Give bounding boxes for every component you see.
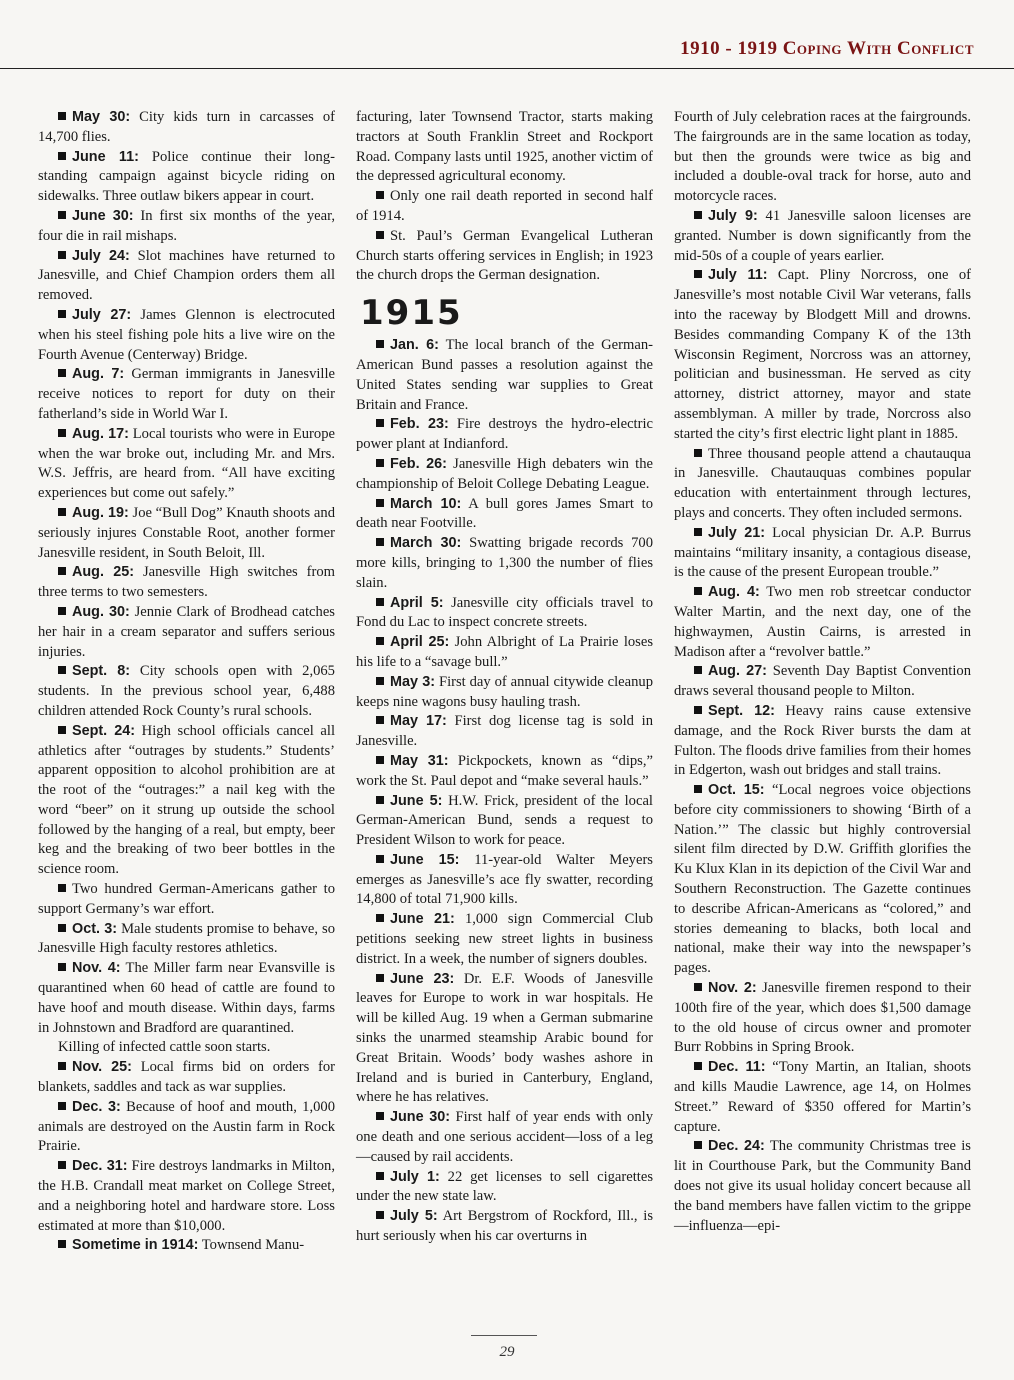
entry-date: June 5:: [390, 792, 443, 809]
square-bullet-icon: [694, 666, 702, 674]
entry-text: Local physician Dr. A.P. Burrus maintains “military insanity, a contagious disease, is the cause of the present European trouble.”: [674, 524, 972, 581]
timeline-entry: [674, 781, 971, 979]
entry-date: Dec. 3:: [72, 1098, 121, 1115]
entry-text: Fire destroys landmarks in Milton, the H.B. Crandall meat market on College Street, and a neighboring hotel and hardware store. Loss estimated at more than $10,000.: [38, 1158, 335, 1234]
timeline-entry: [674, 1137, 971, 1236]
timeline-entry: [674, 445, 971, 524]
timeline-entry: [38, 108, 335, 148]
square-bullet-icon: [694, 1141, 702, 1149]
entry-text: Janesville High debaters win the championship of Beloit College Debating League.: [356, 455, 653, 492]
square-bullet-icon: [376, 756, 384, 764]
entry-text: City kids turn in carcasses of 14,700 flies.: [38, 109, 335, 145]
square-bullet-icon: [58, 924, 66, 932]
square-bullet-icon: [58, 429, 66, 437]
square-bullet-icon: [376, 340, 384, 348]
square-bullet-icon: [376, 914, 384, 922]
square-bullet-icon: [376, 1211, 384, 1219]
running-header-title: 1910 - 1919 Coping With Conflict: [680, 38, 974, 59]
timeline-entry: [356, 851, 653, 910]
entry-text: 1,000 sign Commercial Club petitions seeking new street lights in business district. In a week, the number of signers doubles.: [356, 911, 653, 967]
entry-text: Only one rail death reported in second half of 1914.: [356, 188, 653, 224]
timeline-entry: [356, 495, 653, 535]
timeline-entry: [38, 365, 335, 424]
timeline-entry: [38, 1038, 335, 1058]
entry-date: May 3:: [390, 673, 436, 690]
entry-text: Swatting brigade records 700 more kills, bringing to 1,300 the number of flies slain.: [356, 535, 653, 591]
square-bullet-icon: [376, 1172, 384, 1180]
entry-date: July 21:: [708, 524, 766, 541]
square-bullet-icon: [694, 528, 702, 536]
entry-date: July 11:: [708, 267, 768, 284]
square-bullet-icon: [694, 1062, 702, 1070]
page-number: 29: [499, 1344, 515, 1360]
entry-text: Heavy rains cause extensive damage, and the Rock River bursts the dam at Fulton. The floods drive families from their homes in Edgerton, wash out bridges and stall trains.: [674, 702, 972, 779]
entry-text: Janesville High switches from three terms to two semesters.: [38, 564, 335, 601]
entry-text: The local branch of the German-American Bund passes a resolution against the United States sending war supplies to Great Britain and France.: [356, 337, 653, 413]
square-bullet-icon: [58, 112, 66, 120]
entry-text: “Local negroes voice objections before city commissioners to showing ‘Birth of a Nation.’” The classic but highly controversial silent film directed by D.W. Griffith glorifies the Ku Klux Klan in its depiction of the Civil War and Southern Reconstruction. The Gazette continues to describe African-Americans as “colored,” and stories demeaning to blacks, both local and national, make their way into the newspaper’s pages.: [674, 782, 971, 977]
entry-date: May 17:: [390, 713, 447, 730]
footer-divider: [471, 1335, 537, 1336]
timeline-entry: [356, 712, 653, 752]
entry-text: 22 get licenses to sell cigarettes under the new state law.: [356, 1168, 654, 1205]
entry-text: High school officials cancel all athletics after “outrages by students.” Students’ apparent opposition to alcohol prohibition are at the root of the “outrages:” a nail keg with the word “beer” on it strung up outside the school followed by the hanging of a real, but empty, beer keg and the breaking of two beer bottles in the science room.: [38, 722, 335, 878]
entry-text: In first six months of the year, four die in rail mishaps.: [38, 207, 335, 244]
entry-date: Aug. 17:: [72, 425, 129, 442]
timeline-entry: [674, 702, 971, 781]
entry-date: Dec. 24:: [708, 1138, 765, 1155]
entry-text: Male students promise to behave, so Janesville High faculty restores athletics.: [38, 920, 335, 957]
entry-text: German immigrants in Janesville receive notices to report for duty on their fatherland’s side in World War I.: [38, 366, 336, 422]
square-bullet-icon: [58, 567, 66, 575]
entry-text: First dog license tag is sold in Janesville.: [356, 713, 653, 750]
square-bullet-icon: [376, 538, 384, 546]
timeline-entry: [356, 792, 653, 851]
entry-text: Joe “Bull Dog” Knauth shoots and seriously injures Constable Root, another former Janesville resident, in South Beloit, Ill.: [38, 504, 335, 561]
square-bullet-icon: [376, 637, 384, 645]
square-bullet-icon: [694, 211, 702, 219]
entry-text: Pickpockets, known as “dips,” work the St. Paul depot and “make several hauls.”: [356, 752, 653, 789]
square-bullet-icon: [58, 251, 66, 259]
timeline-entry: [674, 524, 971, 583]
square-bullet-icon: [58, 1102, 66, 1110]
timeline-entry: [38, 306, 335, 365]
entry-text: Killing of infected cattle soon starts.: [58, 1039, 271, 1056]
square-bullet-icon: [376, 499, 384, 507]
entry-text: First half of year ends with only one death and one serious accident—loss of a leg—caused by rail accidents.: [356, 1109, 653, 1165]
entry-date: June 15:: [390, 851, 460, 868]
entry-date: June 11:: [72, 148, 139, 165]
square-bullet-icon: [58, 884, 66, 892]
entry-date: Aug. 7:: [72, 366, 125, 383]
entry-text: Art Bergstrom of Rockford, Ill., is hurt seriously when his car overturns in: [356, 1208, 654, 1245]
entry-text: Fourth of July celebration races at the fairgrounds. The fairgrounds are in the same location as today, but then the grounds were twice as big and included a double-oval track for horse, auto and motorcycle races.: [674, 109, 971, 205]
timeline-entry: [356, 336, 653, 415]
entry-date: March 30:: [390, 535, 462, 552]
square-bullet-icon: [694, 983, 702, 991]
timeline-entry: [38, 563, 335, 603]
square-bullet-icon: [58, 152, 66, 160]
column-2-continued-entries: [356, 108, 653, 286]
timeline-entry: [356, 534, 653, 593]
timeline-entry: [356, 910, 653, 969]
entry-date: Feb. 23:: [390, 416, 449, 433]
entry-text: Because of hoof and mouth, 1,000 animals are destroyed on the Austin farm in Rock Prairie.: [38, 1098, 335, 1155]
entry-date: June 23:: [390, 970, 455, 987]
entry-date: April 25:: [390, 634, 450, 651]
entry-date: July 1:: [390, 1168, 440, 1185]
timeline-entry: [38, 1058, 335, 1098]
entry-text: Jennie Clark of Brodhead catches her hair in a cream separator and suffers serious injuries.: [38, 603, 335, 660]
timeline-entry: [38, 722, 335, 880]
entry-date: Aug. 4:: [708, 584, 760, 601]
entry-text: facturing, later Townsend Tractor, starts making tractors at South Franklin Street and Rockport Road. Company lasts until 1925, another victim of the depressed agricultural economy.: [356, 109, 653, 185]
entry-text: The Miller farm near Evansville is quarantined when 60 head of cattle are found to have hoof and mouth disease. Within days, farms in Johnstown and Bradford are quarantined.: [38, 960, 335, 1036]
entry-date: Aug. 19:: [72, 504, 129, 521]
timeline-entry: [356, 1207, 653, 1247]
entry-text: Two hundred German-Americans gather to support Germany’s war effort.: [38, 881, 335, 917]
entry-date: March 10:: [390, 495, 462, 512]
entry-text: Local firms bid on orders for blankets, saddles and tack as war supplies.: [38, 1059, 336, 1096]
timeline-entry: [356, 415, 653, 455]
entry-text: The community Christmas tree is lit in Courthouse Park, but the Community Band does not give its usual holiday concert because all the band members have fallen victim to the grippe—influenza—epi-: [674, 1138, 971, 1234]
timeline-entry: [38, 148, 335, 207]
timeline-entry: [356, 187, 653, 227]
entry-text: Capt. Pliny Norcross, one of Janesville’s most notable Civil War veterans, falls into the raceway by Blodgett Mill and drowns. Besides commanding Company K of the 13th Wisconsin Regiment, Norcross was an attorney, politician and businessman. He served as city attorney, district attorney, mayor and state assemblyman. A miller by trade, Norcross also started the city’s first electric light plant in 1885.: [674, 267, 971, 442]
header-divider: [0, 68, 1014, 69]
square-bullet-icon: [694, 785, 702, 793]
entry-text: “Tony Martin, an Italian, shoots and kills Maudie Lawrence, age 14, on Holmes Street.” Reward of $350 offered for Martin’s capture.: [674, 1059, 971, 1135]
timeline-entry: [356, 594, 653, 634]
entry-text: Slot machines have returned to Janesville, and Chief Champion orders them all removed.: [38, 247, 336, 304]
timeline-entry: [356, 1108, 653, 1167]
timeline-entry: [674, 583, 971, 662]
entry-date: Aug. 25:: [72, 564, 135, 581]
square-bullet-icon: [376, 796, 384, 804]
entry-date: Aug. 27:: [708, 663, 767, 680]
timeline-entry: [38, 920, 335, 960]
entry-text: Fire destroys the hydro-electric power plant at Indianford.: [356, 416, 653, 453]
timeline-entry: [356, 1168, 653, 1208]
square-bullet-icon: [376, 974, 384, 982]
entry-text: Townsend Manu-: [201, 1237, 305, 1254]
entry-date: June 30:: [72, 207, 134, 224]
entry-text: Janesville firemen respond to their 100th fire of the year, which does $1,500 damage to the old house of circus owner and promoter Burr Robbins in Spring Brook.: [674, 980, 971, 1056]
timeline-entry: [674, 979, 971, 1058]
column-1: [38, 108, 335, 1256]
timeline-entry: [38, 425, 335, 504]
square-bullet-icon: [58, 666, 66, 674]
timeline-entry: [356, 970, 653, 1109]
column-3: [674, 108, 971, 1236]
square-bullet-icon: [58, 607, 66, 615]
timeline-entry: [356, 633, 653, 673]
square-bullet-icon: [376, 191, 384, 199]
entry-date: Nov. 25:: [72, 1059, 132, 1076]
timeline-entry: [38, 207, 335, 247]
entry-date: Dec. 11:: [708, 1059, 766, 1076]
entry-text: St. Paul’s German Evangelical Lutheran Church starts offering services in English; in 1923 the church drops the German designation.: [356, 227, 653, 284]
timeline-entry: [38, 1157, 335, 1236]
entry-text: A bull gores James Smart to death near Footville.: [356, 495, 653, 532]
entry-date: Oct. 15:: [708, 782, 765, 799]
entry-date: Sept. 8:: [72, 663, 131, 680]
entry-date: Aug. 30:: [72, 603, 130, 620]
entry-date: July 5:: [390, 1208, 438, 1225]
timeline-entry: [38, 662, 335, 721]
column-2: [356, 108, 653, 1247]
entry-date: Dec. 31:: [72, 1158, 128, 1175]
entry-date: Jan. 6:: [390, 337, 439, 354]
square-bullet-icon: [58, 963, 66, 971]
square-bullet-icon: [58, 1062, 66, 1070]
timeline-entry: [38, 247, 335, 306]
entry-date: Feb. 26:: [390, 455, 447, 472]
entry-date: Nov. 4:: [72, 960, 121, 977]
entry-date: July 9:: [708, 207, 758, 224]
square-bullet-icon: [376, 855, 384, 863]
timeline-entry: [674, 266, 971, 444]
square-bullet-icon: [376, 231, 384, 239]
entry-text: Dr. E.F. Woods of Janesville leaves for Europe to work in war hospitals. He will be killed Aug. 19 when a German submarine sinks the unarmed steamship Arabic bound for Great Britain. Woods’ body washes ashore in Ireland and is buried in Canterbury, England, where he has relatives.: [356, 970, 653, 1106]
entry-date: July 24:: [72, 247, 130, 264]
square-bullet-icon: [58, 369, 66, 377]
timeline-entry: [356, 673, 653, 713]
column-2-1915-entries: [356, 336, 653, 1247]
entry-text: 41 Janesville saloon licenses are granted. Number is down significantly from the mid-50s of a couple of years earlier.: [674, 207, 971, 264]
entry-date: Sometime in 1914:: [72, 1237, 199, 1254]
square-bullet-icon: [58, 1240, 66, 1248]
timeline-entry: [674, 662, 971, 702]
timeline-entry: [356, 752, 653, 792]
entry-date: May 31:: [390, 752, 449, 769]
entry-date: May 30:: [72, 109, 131, 125]
entry-date: April 5:: [390, 594, 444, 611]
entry-date: July 27:: [72, 306, 132, 323]
square-bullet-icon: [376, 459, 384, 467]
timeline-entry: [38, 959, 335, 1038]
timeline-entry: [38, 504, 335, 563]
entry-text: First day of annual citywide cleanup keeps nine wagons busy hauling trash.: [356, 673, 653, 710]
timeline-entry: [674, 207, 971, 266]
timeline-entry: [356, 227, 653, 286]
square-bullet-icon: [376, 677, 384, 685]
entry-text: Janesville city officials travel to Fond du Lac to inspect concrete streets.: [356, 594, 653, 631]
entry-date: Oct. 3:: [72, 920, 118, 937]
entry-text: Police continue their long-standing campaign against bicycle riding on sidewalks. Three outlaw bikers appear in court.: [38, 148, 335, 205]
entry-text: James Glennon is electrocuted when his steel fishing pole hits a live wire on the Fourth Avenue (Centerway) Bridge.: [38, 306, 336, 363]
timeline-entry: [674, 108, 971, 207]
entry-date: June 21:: [390, 911, 455, 928]
entry-date: June 30:: [390, 1109, 451, 1126]
timeline-entry: [38, 1098, 335, 1157]
entry-date: Nov. 2:: [708, 980, 757, 997]
square-bullet-icon: [58, 1161, 66, 1169]
entry-text: Three thousand people attend a chautauqua in Janesville. Chautauquas combines popular education with entertainment through lectures, plays and concerts. They often included sermons.: [674, 445, 971, 521]
square-bullet-icon: [376, 419, 384, 427]
timeline-entry: [38, 880, 335, 920]
square-bullet-icon: [694, 706, 702, 714]
square-bullet-icon: [58, 310, 66, 318]
entry-text: John Albright of La Prairie loses his life to a “savage bull.”: [356, 634, 654, 670]
entry-text: Local tourists who were in Europe when the war broke out, including Mr. and Mrs. W.S. Jeffris, are heard from. “All have exciting experiences but come out safely.”: [38, 425, 335, 502]
square-bullet-icon: [376, 598, 384, 606]
square-bullet-icon: [694, 270, 702, 278]
entry-text: H.W. Frick, president of the local German-American Bund, sends a request to President Wilson to work for peace.: [356, 792, 653, 849]
year-heading: 1915: [360, 293, 463, 334]
square-bullet-icon: [694, 587, 702, 595]
square-bullet-icon: [376, 716, 384, 724]
entry-text: Two men rob streetcar conductor Walter Martin, and the next day, one of the highwaymen, Austin Cairns, is arrested in Madison after a “revolver battle.”: [674, 584, 971, 660]
timeline-entry: [38, 603, 335, 662]
square-bullet-icon: [58, 726, 66, 734]
timeline-entry: [674, 1058, 971, 1137]
timeline-entry: [356, 108, 653, 187]
square-bullet-icon: [58, 508, 66, 516]
square-bullet-icon: [694, 449, 702, 457]
entry-date: Sept. 24:: [72, 722, 135, 739]
timeline-entry: [38, 1236, 335, 1256]
entry-text: City schools open with 2,065 students. In the previous school year, 6,488 children attended Rock County’s rural schools.: [38, 663, 335, 719]
entry-text: 11-year-old Walter Meyers emerges as Janesville’s ace fly swatter, recording 14,800 of total 71,900 kills.: [356, 851, 653, 908]
entry-text: Seventh Day Baptist Convention draws several thousand people to Milton.: [674, 663, 971, 700]
entry-date: Sept. 12:: [708, 702, 775, 719]
square-bullet-icon: [376, 1112, 384, 1120]
square-bullet-icon: [58, 211, 66, 219]
timeline-entry: [356, 455, 653, 495]
